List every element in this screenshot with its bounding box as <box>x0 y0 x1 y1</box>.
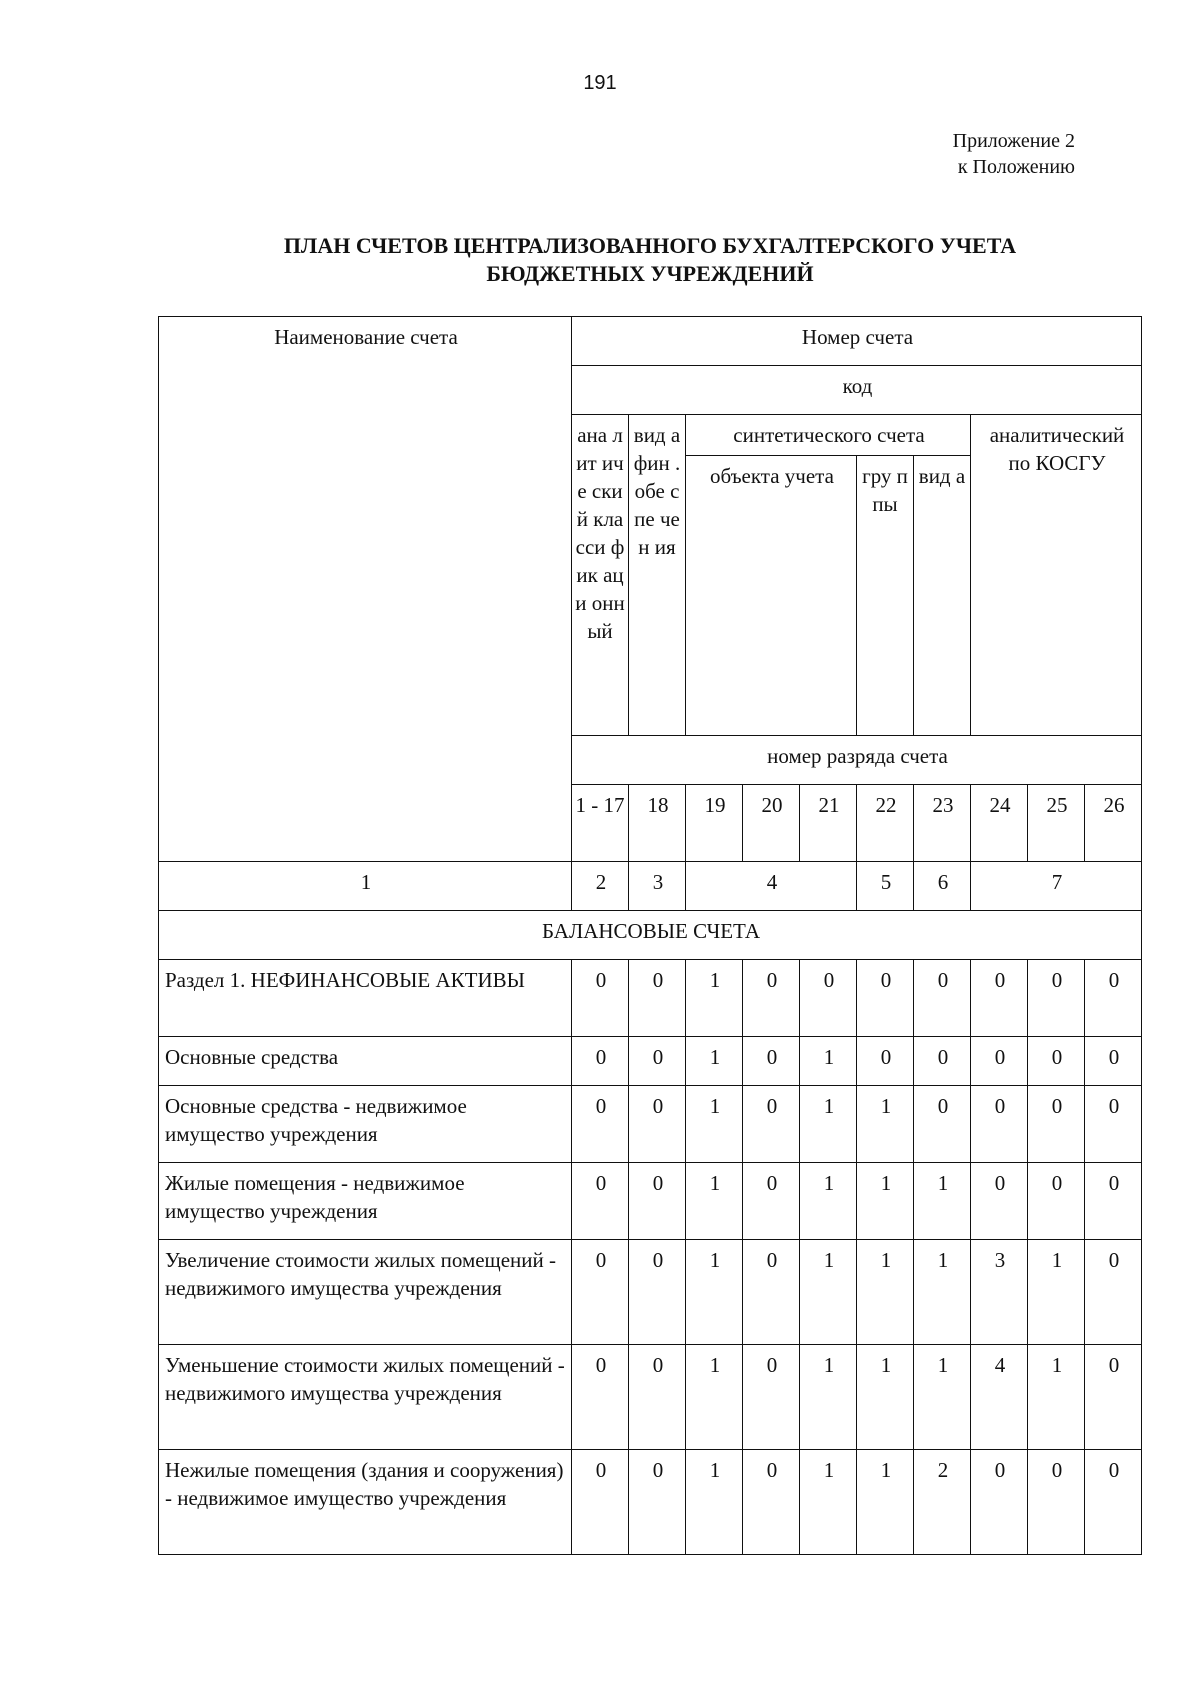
code-cell: 0 <box>857 1037 914 1086</box>
header-account-name: Наименование счета <box>159 317 572 862</box>
code-cell: 0 <box>572 1086 629 1163</box>
column-number: 1 <box>159 862 572 911</box>
appendix-line-1: Приложение 2 <box>952 130 1075 152</box>
code-cell: 0 <box>572 960 629 1037</box>
code-cell: 0 <box>629 960 686 1037</box>
digit-cell: 1 - 17 <box>572 785 629 862</box>
account-name-cell: Раздел 1. НЕФИНАНСОВЫЕ АКТИВЫ <box>159 960 572 1037</box>
code-cell: 1 <box>800 1163 857 1240</box>
account-name-cell: Нежилые помещения (здания и сооружения) - недвижимое имущество учреждения <box>159 1450 572 1555</box>
code-cell: 0 <box>1028 960 1085 1037</box>
code-cell: 0 <box>572 1037 629 1086</box>
code-cell: 0 <box>1028 1163 1085 1240</box>
code-cell: 0 <box>572 1345 629 1450</box>
code-cell: 0 <box>1085 960 1142 1037</box>
code-cell: 0 <box>971 1037 1028 1086</box>
table-header <box>159 317 1142 960</box>
code-cell: 0 <box>914 960 971 1037</box>
code-cell: 0 <box>971 1450 1028 1555</box>
code-cell: 0 <box>1085 1037 1142 1086</box>
header-synthetic-account: синтетического счета <box>686 415 971 456</box>
code-cell: 0 <box>743 1086 800 1163</box>
code-cell: 0 <box>800 960 857 1037</box>
code-cell: 1 <box>1028 1345 1085 1450</box>
code-cell: 0 <box>857 960 914 1037</box>
digit-cell: 18 <box>629 785 686 862</box>
code-cell: 1 <box>857 1240 914 1345</box>
digit-cell: 21 <box>800 785 857 862</box>
code-cell: 0 <box>629 1450 686 1555</box>
code-cell: 1 <box>686 960 743 1037</box>
code-cell: 0 <box>572 1163 629 1240</box>
code-cell: 0 <box>629 1037 686 1086</box>
code-cell: 0 <box>572 1450 629 1555</box>
code-cell: 1 <box>686 1345 743 1450</box>
code-cell: 1 <box>686 1037 743 1086</box>
code-cell: 0 <box>629 1163 686 1240</box>
appendix-note <box>953 128 1075 180</box>
column-number: 4 <box>686 862 857 911</box>
chart-of-accounts-table <box>158 316 1142 1555</box>
code-cell: 0 <box>914 1086 971 1163</box>
code-cell: 0 <box>629 1086 686 1163</box>
code-cell: 0 <box>1028 1037 1085 1086</box>
title-line-2: БЮДЖЕТНЫХ УЧРЕЖДЕНИЙ <box>486 261 814 286</box>
header-code: код <box>572 366 1142 415</box>
code-cell: 0 <box>971 960 1028 1037</box>
section-balance-accounts: БАЛАНСОВЫЕ СЧЕТА <box>159 911 1142 960</box>
code-cell: 1 <box>800 1240 857 1345</box>
digit-cell: 25 <box>1028 785 1085 862</box>
code-cell: 0 <box>743 1450 800 1555</box>
code-cell: 1 <box>800 1086 857 1163</box>
code-cell: 1 <box>686 1450 743 1555</box>
code-cell: 1 <box>914 1163 971 1240</box>
table-row <box>159 1240 1142 1345</box>
digit-cell: 23 <box>914 785 971 862</box>
code-cell: 0 <box>1085 1163 1142 1240</box>
page-number: 191 <box>583 72 617 94</box>
code-cell: 0 <box>1085 1450 1142 1555</box>
account-name-cell: Основные средства - недвижимое имущество учреждения <box>159 1086 572 1163</box>
header-digit-number: номер разряда счета <box>572 736 1142 785</box>
header-group: гру ппы <box>857 456 914 736</box>
code-cell: 1 <box>800 1037 857 1086</box>
code-cell: 0 <box>1028 1450 1085 1555</box>
code-cell: 1 <box>686 1086 743 1163</box>
header-kind: вид а <box>914 456 971 736</box>
column-number: 3 <box>629 862 686 911</box>
code-cell: 0 <box>743 1163 800 1240</box>
header-accounting-object: объекта учета <box>686 456 857 736</box>
code-cell: 3 <box>971 1240 1028 1345</box>
document-title <box>160 232 1140 288</box>
account-name-cell: Основные средства <box>159 1037 572 1086</box>
code-cell: 1 <box>800 1345 857 1450</box>
code-cell: 1 <box>914 1240 971 1345</box>
account-name-cell: Уменьшение стоимости жилых помещений - недвижимого имущества учреждения <box>159 1345 572 1450</box>
digit-cell: 22 <box>857 785 914 862</box>
column-number: 5 <box>857 862 914 911</box>
appendix-line-2: к Положению <box>957 156 1075 178</box>
code-cell: 0 <box>1085 1345 1142 1450</box>
column-number: 6 <box>914 862 971 911</box>
title-line-1: ПЛАН СЧЕТОВ ЦЕНТРАЛИЗОВАННОГО БУХГАЛТЕРСКОГО УЧЕТА <box>283 233 1017 258</box>
digit-cell: 20 <box>743 785 800 862</box>
header-account-number: Номер счета <box>572 317 1142 366</box>
header-analytical-classification: ана лит иче ски й кла сси фик аци онн ый <box>572 415 629 736</box>
code-cell: 1 <box>857 1163 914 1240</box>
digit-cell: 26 <box>1085 785 1142 862</box>
code-cell: 1 <box>686 1163 743 1240</box>
code-cell: 1 <box>914 1345 971 1450</box>
code-cell: 0 <box>1028 1086 1085 1163</box>
code-cell: 1 <box>800 1450 857 1555</box>
digit-cell: 24 <box>971 785 1028 862</box>
column-number: 2 <box>572 862 629 911</box>
code-cell: 0 <box>572 1240 629 1345</box>
code-cell: 1 <box>857 1450 914 1555</box>
header-financial-support: вид а фин . обе спе чен ия <box>629 415 686 736</box>
code-cell: 0 <box>629 1345 686 1450</box>
code-cell: 0 <box>743 960 800 1037</box>
code-cell: 0 <box>1085 1086 1142 1163</box>
digit-cell: 19 <box>686 785 743 862</box>
header-analytical-kosgu: аналитический по КОСГУ <box>971 415 1142 736</box>
table-row <box>159 960 1142 1037</box>
code-cell: 0 <box>743 1345 800 1450</box>
account-name-cell: Увеличение стоимости жилых помещений - недвижимого имущества учреждения <box>159 1240 572 1345</box>
table-row <box>159 1345 1142 1450</box>
table-row <box>159 1086 1142 1163</box>
column-number: 7 <box>971 862 1142 911</box>
code-cell: 0 <box>971 1086 1028 1163</box>
table-body <box>159 960 1142 1555</box>
account-name-cell: Жилые помещения - недвижимое имущество учреждения <box>159 1163 572 1240</box>
table-row <box>159 1163 1142 1240</box>
code-cell: 1 <box>857 1345 914 1450</box>
code-cell: 0 <box>629 1240 686 1345</box>
code-cell: 1 <box>857 1086 914 1163</box>
code-cell: 2 <box>914 1450 971 1555</box>
code-cell: 0 <box>971 1163 1028 1240</box>
code-cell: 0 <box>1085 1240 1142 1345</box>
code-cell: 0 <box>743 1240 800 1345</box>
code-cell: 1 <box>1028 1240 1085 1345</box>
code-cell: 0 <box>914 1037 971 1086</box>
code-cell: 0 <box>743 1037 800 1086</box>
code-cell: 4 <box>971 1345 1028 1450</box>
table-row <box>159 1037 1142 1086</box>
code-cell: 1 <box>686 1240 743 1345</box>
table-row <box>159 1450 1142 1555</box>
